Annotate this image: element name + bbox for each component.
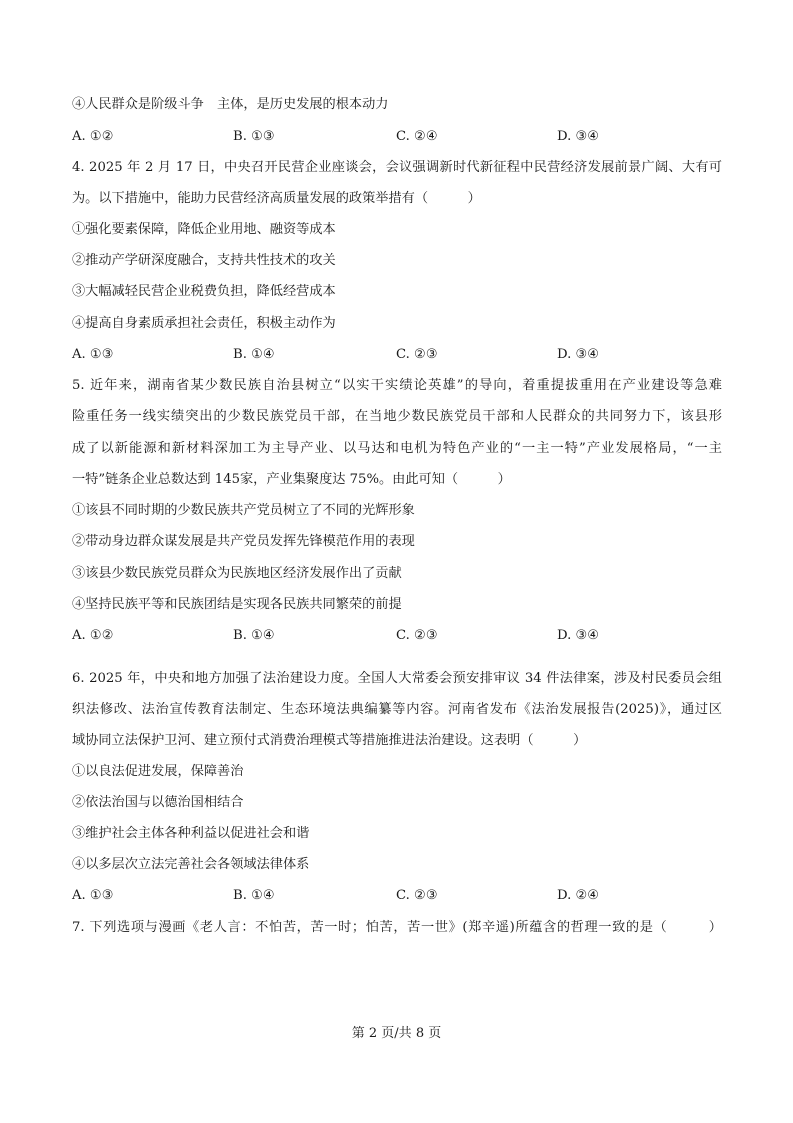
q5-item-1: ①该县不同时期的少数民族共产党员树立了不同的光辉形象 [72, 503, 415, 518]
q4-item-1: ①强化要素保障，降低企业用地、融资等成本 [72, 222, 336, 237]
q4-option-a: A. ①③ [72, 347, 114, 362]
q3-options [0, 129, 793, 145]
q5-option-d: D. ③④ [557, 628, 600, 643]
page-number-footer: 第 2 页/共 8 页 [351, 1026, 442, 1041]
q4-stem-line-1: 4. 2025 年 2 月 17 日，中央召开民营企业座谈会，会议强调新时代新征程中民营经济发展前景广阔、大有可 [72, 160, 722, 175]
q6-stem-line-2: 织法修改、法治宣传教育法制定、生态环境法典编纂等内容。河南省发布《法治发展报告(2025)》，通过区 [72, 702, 722, 717]
q5-item-4: ④坚持民族平等和民族团结是实现各民族共同繁荣的前提 [72, 597, 402, 612]
q7-stem-line-1: 7. 下列选项与漫画《老人言：不怕苦，苦一时；怕苦，苦一世》(郑辛遥)所蕴含的哲理一致的是（ ） [72, 920, 722, 935]
q4-item-2: ②推动产学研深度融合，支持共性技术的攻关 [72, 253, 336, 268]
q5-options [0, 628, 793, 644]
q4-stem-line-2: 为。以下措施中，能助力民营经济高质量发展的政策举措有（ ） [72, 191, 481, 206]
q6-stem-line-1: 6. 2025 年，中央和地方加强了法治建设力度。全国人大常委会预安排审议 34 件法律案，涉及村民委员会组 [72, 671, 722, 686]
q5-stem-line-2: 险重任务一线实绩突出的少数民族党员干部，在当地少数民族党员干部和人民群众的共同努力下，该县形 [72, 409, 722, 424]
q6-option-b: B. ①④ [233, 888, 275, 903]
q5-option-c: C. ②③ [396, 628, 438, 643]
q4-options [0, 347, 793, 363]
q6-item-1: ①以良法促进发展，保障善治 [72, 764, 244, 779]
q5-item-3: ③该县少数民族党员群众为民族地区经济发展作出了贡献 [72, 566, 402, 581]
q3-item-4: ④人民群众是阶级斗争 主体，是历史发展的根本动力 [72, 97, 389, 112]
q5-item-2: ②带动身边群众谋发展是共产党员发挥先锋模范作用的表现 [72, 534, 415, 549]
q5-stem-line-4: 一特”链条企业总数达到 145家，产业集聚度达 75%。由此可知（ ） [72, 472, 511, 487]
q4-option-b: B. ①④ [233, 347, 275, 362]
q5-stem-line-1: 5. 近年来，湖南省某少数民族自治县树立“以实干实绩论英雄”的导向，着重提拔重用在产业建设等急难 [72, 378, 722, 393]
q3-option-a: A. ①② [72, 129, 114, 144]
q4-item-3: ③大幅减轻民营企业税费负担，降低经营成本 [72, 284, 336, 299]
q6-item-2: ②依法治国与以德治国相结合 [72, 795, 244, 810]
q3-option-b: B. ①③ [233, 129, 275, 144]
q4-option-d: D. ③④ [557, 347, 600, 362]
q6-options [0, 888, 793, 904]
q4-item-4: ④提高自身素质承担社会责任，积极主动作为 [72, 316, 336, 331]
q5-option-a: A. ①② [72, 628, 114, 643]
q4-option-c: C. ②③ [396, 347, 438, 362]
q5-stem-line-3: 成了以新能源和新材料深加工为主导产业、以马达和电机为特色产业的“一主一特”产业发展格局，“一主 [72, 441, 722, 456]
q5-option-b: B. ①④ [233, 628, 275, 643]
q6-option-a: A. ①③ [72, 888, 114, 903]
q6-stem-line-3: 域协同立法保护卫河、建立预付式消费治理模式等措施推进法治建设。这表明（ ） [72, 733, 587, 748]
q3-option-c: C. ②④ [396, 129, 438, 144]
q6-item-4: ④以多层次立法完善社会各领域法律体系 [72, 857, 310, 872]
q6-option-c: C. ②③ [396, 888, 438, 903]
q6-option-d: D. ②④ [557, 888, 600, 903]
q6-item-3: ③维护社会主体各种利益以促进社会和谐 [72, 826, 310, 841]
q3-option-d: D. ③④ [557, 129, 600, 144]
